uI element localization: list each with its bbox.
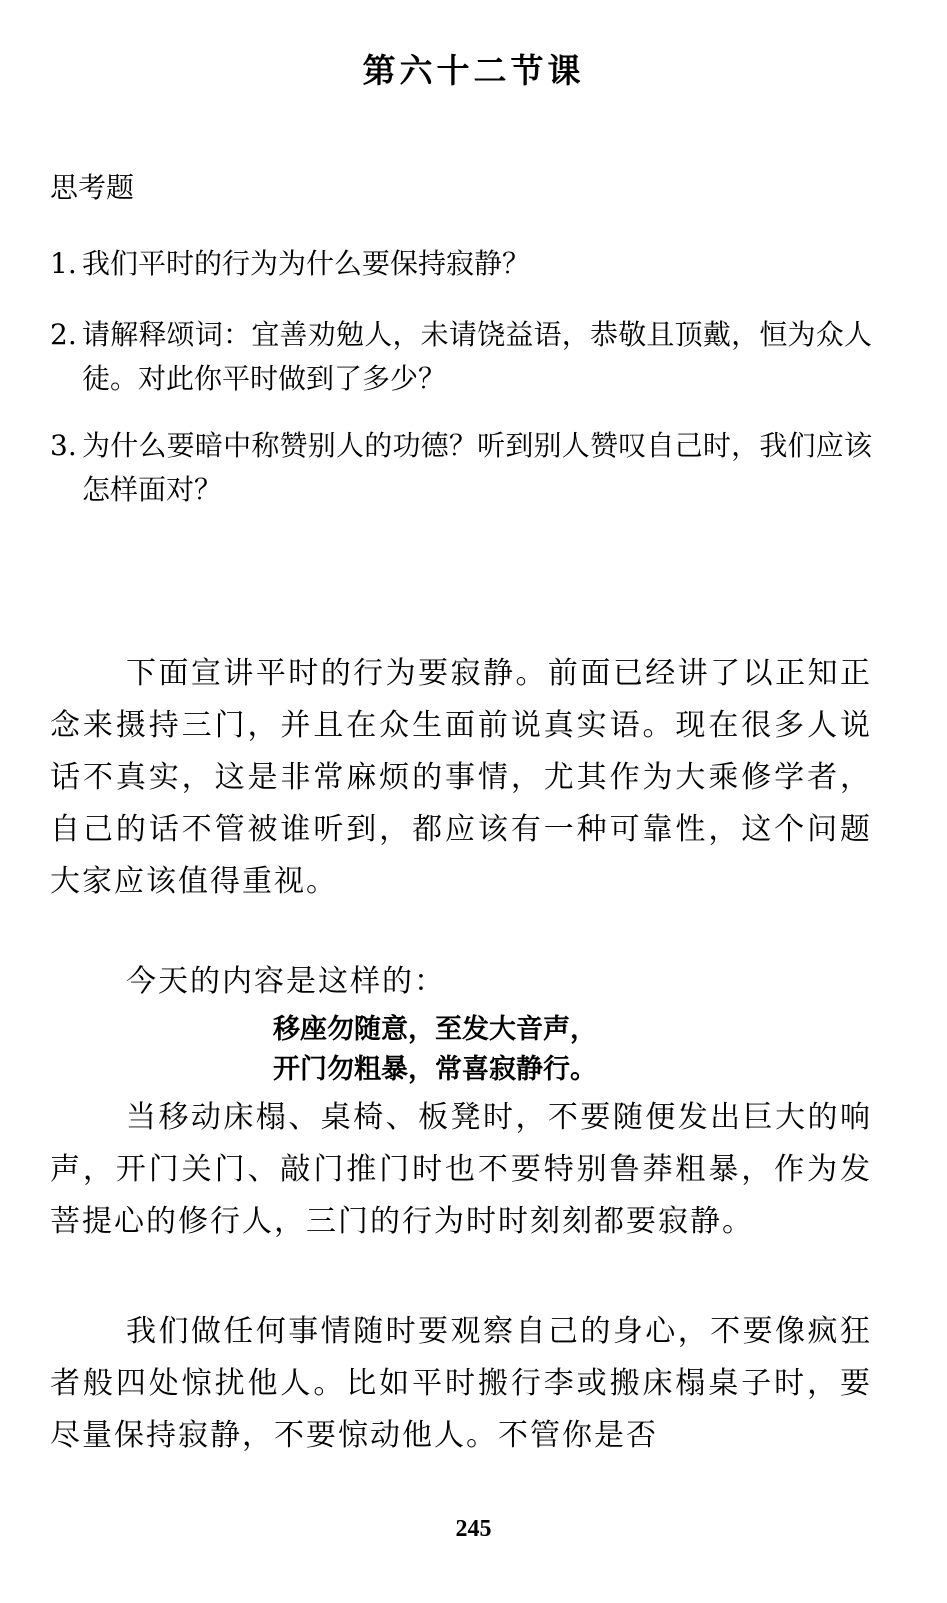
verse-line: 移座勿随意，至发大音声，: [273, 1014, 597, 1045]
body-paragraph: 今天的内容是这样的：: [126, 964, 446, 999]
question-text: 我们平时的行为为什么要保持寂静？: [82, 247, 531, 280]
question-text: 为什么要暗中称赞别人的功德？听到别人赞叹自己时，我们应该怎样面对？: [82, 429, 872, 506]
question-item: [50, 313, 872, 401]
page-number: 245: [455, 1516, 492, 1542]
body-paragraph: 下面宣讲平时的行为要寂静。前面已经讲了以正知正念来摄持三门，并且在众生面前说真实语。现在很多人说话不真实，这是非常麻烦的事情，尤其作为大乘修学者，自己的话不管被谁听到，都应该有一种可靠性，这个问题大家应该值得重视。: [50, 656, 872, 899]
verse-line: 开门勿粗暴，常喜寂静行。: [273, 1054, 597, 1085]
body-paragraph: 当移动床榻、桌椅、板凳时，不要随便发出巨大的响声，开门关门、敲门推门时也不要特别鲁莽粗暴，作为发菩提心的修行人，三门的行为时时刻刻都要寂静。: [50, 1100, 872, 1239]
question-number: 3.: [50, 429, 77, 462]
body-paragraph: 我们做任何事情随时要观察自己的身心，不要像疯狂者般四处惊扰他人。比如平时搬行李或搬床榻桌子时，要尽量保持寂静，不要惊动他人。不管你是否: [50, 1314, 872, 1453]
question-number: 2.: [50, 318, 77, 351]
section-label-questions: 思考题: [50, 171, 135, 204]
page-title: 第六十二节课: [362, 51, 585, 90]
question-text: 请解释颂词：宜善劝勉人，未请饶益语，恭敬且顶戴，恒为众人徒。对此你平时做到了多少？: [82, 318, 872, 395]
question-item: [50, 242, 872, 286]
question-number: 1.: [50, 247, 77, 280]
question-item: [50, 424, 872, 512]
